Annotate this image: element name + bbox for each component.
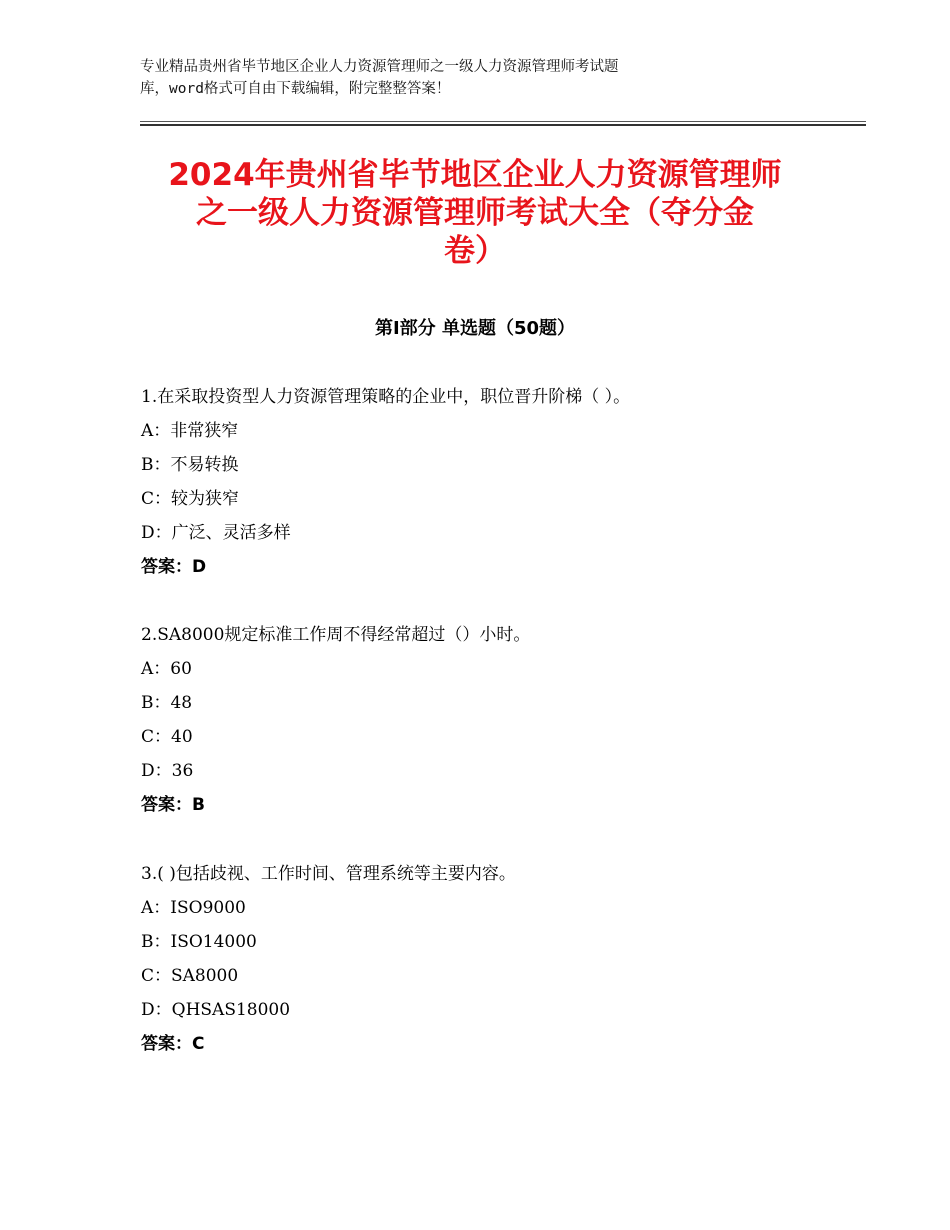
question-stem: 1.在采取投资型人力资源管理策略的企业中，职位晋升阶梯（ ）。 <box>141 387 631 407</box>
page-header <box>140 56 780 100</box>
option-d: D：QHSAS18000 <box>141 1000 291 1020</box>
option-a: A：60 <box>141 659 192 679</box>
header-divider-thick <box>140 124 866 126</box>
document-title <box>80 156 870 270</box>
question-stem: 2.SA8000规定标准工作周不得经常超过（）小时。 <box>141 625 531 645</box>
header-line-1: 专业精品贵州省毕节地区企业人力资源管理师之一级人力资源管理师考试题 <box>140 59 619 75</box>
header-divider-thin <box>140 121 866 122</box>
option-b: B：ISO14000 <box>141 932 257 952</box>
question-3 <box>141 857 881 1061</box>
option-c: C：较为狭窄 <box>141 489 240 509</box>
option-d: D：36 <box>141 761 194 781</box>
option-b: B：48 <box>141 693 193 713</box>
option-a: A：非常狭窄 <box>141 421 239 441</box>
title-line-3: 卷） <box>444 233 506 269</box>
answer: 答案：B <box>141 795 205 815</box>
option-c: C：40 <box>141 727 193 747</box>
option-d: D：广泛、灵活多样 <box>141 523 291 543</box>
section-title: 第Ⅰ部分 单选题（50题） <box>374 318 575 339</box>
question-1 <box>141 380 881 584</box>
answer: 答案：D <box>141 557 207 577</box>
header-line-2: 库，word格式可自由下载编辑，附完整整答案！ <box>140 81 451 97</box>
answer: 答案：C <box>141 1034 205 1054</box>
option-b: B：不易转换 <box>141 455 239 475</box>
question-2 <box>141 618 881 822</box>
title-line-2: 之一级人力资源管理师考试大全（夺分金 <box>196 195 754 231</box>
title-line-1: 2024年贵州省毕节地区企业人力资源管理师 <box>168 157 782 193</box>
question-stem: 3.( )包括歧视、工作时间、管理系统等主要内容。 <box>141 864 516 884</box>
option-a: A：ISO9000 <box>141 898 246 918</box>
option-c: C：SA8000 <box>141 966 239 986</box>
